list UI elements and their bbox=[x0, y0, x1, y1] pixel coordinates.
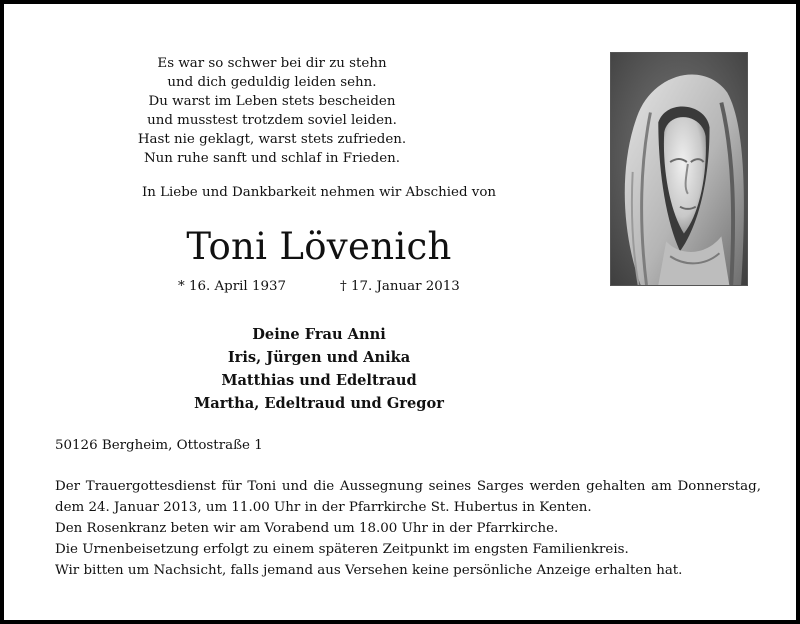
service-paragraph: Den Rosenkranz beten wir am Vorabend um 18.00 Uhr in der Pfarrkirche. bbox=[55, 521, 559, 536]
family-mourners bbox=[154, 323, 484, 415]
poem-line: Hast nie geklagt, warst stets zufrieden. bbox=[137, 132, 407, 147]
mourner-line: Martha, Edeltraud und Gregor bbox=[194, 395, 444, 412]
poem-line: Du warst im Leben stets bescheiden bbox=[148, 94, 396, 109]
deceased-name: Toni Lövenich bbox=[186, 225, 452, 268]
poem-line: und dich geduldig leiden sehn. bbox=[167, 75, 377, 90]
madonna-portrait-image bbox=[610, 52, 748, 286]
birth-date: * 16. April 1937 bbox=[178, 279, 287, 294]
service-paragraph: Wir bitten um Nachsicht, falls jemand aus Versehen keine persönliche Anzeige erhalten hat. bbox=[55, 563, 683, 578]
service-paragraph: Die Urnenbeisetzung erfolgt zu einem späteren Zeitpunkt im engsten Familienkreis. bbox=[55, 542, 629, 557]
family-address: 50126 Bergheim, Ottostraße 1 bbox=[55, 438, 263, 453]
mourner-line: Deine Frau Anni bbox=[252, 326, 386, 343]
poem-line: und musstest trotzdem soviel leiden. bbox=[147, 113, 397, 128]
death-date: † 17. Januar 2013 bbox=[340, 279, 460, 294]
service-paragraph: Der Trauergottesdienst für Toni und die Aussegnung seines Sarges werden gehalten am Donnerstag, dem 24. Januar 2013, um 11.00 Uhr in der Pfarrkirche St. Hubertus in Kenten. bbox=[55, 479, 761, 515]
mourner-line: Iris, Jürgen und Anika bbox=[227, 349, 411, 366]
farewell-intro: In Liebe und Dankbarkeit nehmen wir Abschied von bbox=[141, 185, 497, 200]
service-details bbox=[55, 476, 761, 581]
memorial-poem bbox=[122, 54, 422, 168]
madonna-portrait-icon bbox=[611, 53, 747, 285]
poem-line: Nun ruhe sanft und schlaf in Frieden. bbox=[143, 151, 401, 166]
mourner-line: Matthias und Edeltraud bbox=[221, 372, 417, 389]
poem-line: Es war so schwer bei dir zu stehn bbox=[157, 56, 387, 71]
